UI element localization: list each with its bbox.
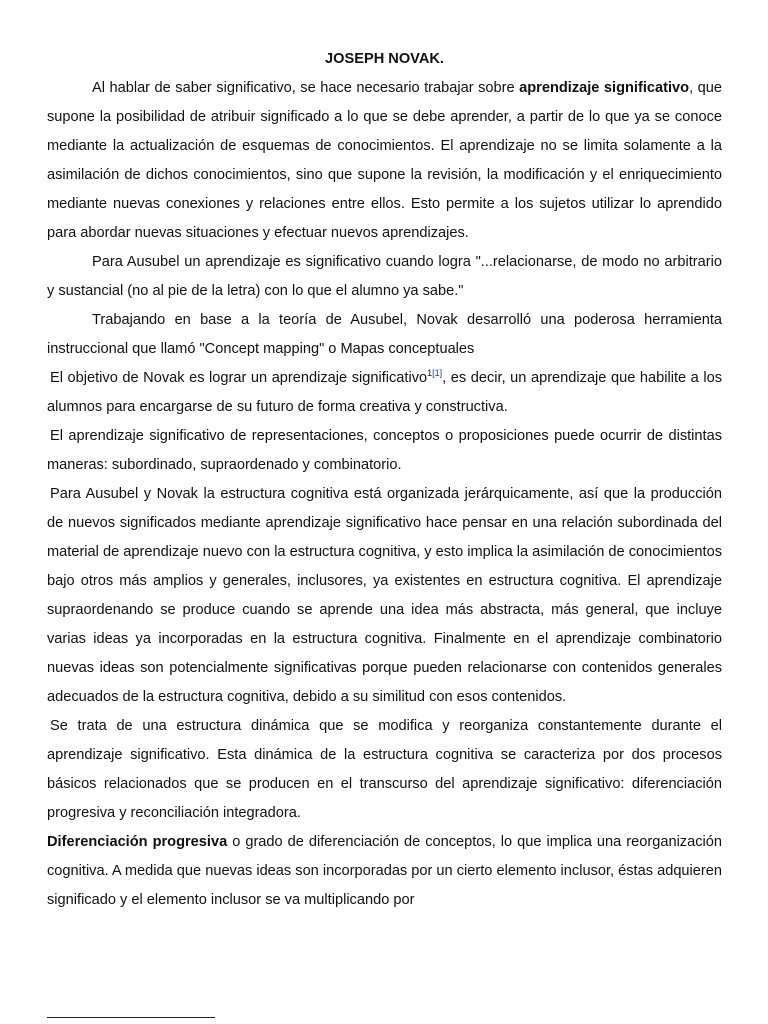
footnote-marker: 1[1] bbox=[427, 368, 443, 379]
paragraph-text: El objetivo de Novak es lograr un aprendizaje significativo bbox=[50, 370, 428, 386]
document-page bbox=[47, 44, 722, 915]
paragraph-saber-significativo bbox=[47, 74, 722, 248]
paragraph-text: , es decir, un aprendizaje que habilite a los alumnos para encargarse de su futuro de forma creativa y constructiva. bbox=[47, 370, 722, 415]
paragraph-estructura-jerarquica: Para Ausubel y Novak la estructura cognitiva está organizada jerárquicamente, así que la producción de nuevos significados mediante aprendizaje significativo hace pensar en una relación subordinada del material de aprendizaje nuevo con la estructura cognitiva, y esto implica la asimilación de conocimientos bajo otros más amplios y generales, inclusores, ya existentes en estructura cognitiva. El aprendizaje supraordenando se produce cuando se aprende una idea más abstracta, más general, que incluye varias ideas ya incorporadas en la estructura cognitiva. Finalmente en el aprendizaje combinatorio nuevas ideas son potencialmente significativas porque pueden relacionarse con contenidos generales adecuados de la estructura cognitiva, debido a su similitud con esos contenidos. bbox=[47, 486, 722, 705]
paragraph-text: Al hablar de saber significativo, se hace necesario trabajar sobre bbox=[92, 80, 520, 96]
document-title: JOSEPH NOVAK. bbox=[325, 51, 444, 67]
paragraph-ausubel-quote: Para Ausubel un aprendizaje es significativo cuando logra "...relacionarse, de modo no arbitrario y sustancial (no al pie de la letra) con lo que el alumno ya sabe." bbox=[47, 254, 722, 299]
paragraph-diferenciacion-progresiva bbox=[47, 828, 722, 915]
footnote-link[interactable]: [1] bbox=[432, 368, 443, 379]
paragraph-concept-mapping: Trabajando en base a la teoría de Ausubel, Novak desarrolló una poderosa herramienta instruccional que llamó "Concept mapping" o Mapas conceptuales bbox=[47, 312, 722, 357]
paragraph-estructura-dinamica: Se trata de una estructura dinámica que se modifica y reorganiza constantemente durante el aprendizaje significativo. Esta dinámica de la estructura cognitiva se caracteriza por dos procesos básicos relacionados que se producen en el transcurso del aprendizaje significativo: diferenciación progresiva y reconciliación integradora. bbox=[47, 718, 722, 821]
paragraph-objetivo-novak bbox=[47, 364, 722, 422]
bold-term-diferenciacion-progresiva: Diferenciación progresiva bbox=[47, 834, 228, 850]
paragraph-representaciones: El aprendizaje significativo de representaciones, conceptos o proposiciones puede ocurrir de distintas maneras: subordinado, supraordenado y combinatorio. bbox=[47, 428, 722, 473]
bold-term-aprendizaje-significativo: aprendizaje significativo bbox=[519, 80, 690, 96]
paragraph-text: , que supone la posibilidad de atribuir significado a lo que se debe aprender, a partir de lo que ya se conoce mediante la actualización de esquemas de conocimientos. El aprendizaje no se limita solamente a la asimilación de dichos conocimientos, sino que supone la revisión, la modificación y el enriquecimiento mediante nuevas conexiones y relaciones entre ellos. Esto permite a los sujetos utilizar lo aprendido para abordar nuevas situaciones y efectuar nuevos aprendizajes. bbox=[47, 80, 722, 241]
paragraph-text: o grado de diferenciación de conceptos, lo que implica una reorganización cognitiva. A medida que nuevas ideas son incorporadas por un cierto elemento inclusor, éstas adquieren significado y el elemento inclusor se va multiplicando por bbox=[47, 834, 722, 908]
footnote-separator bbox=[47, 1017, 215, 1018]
